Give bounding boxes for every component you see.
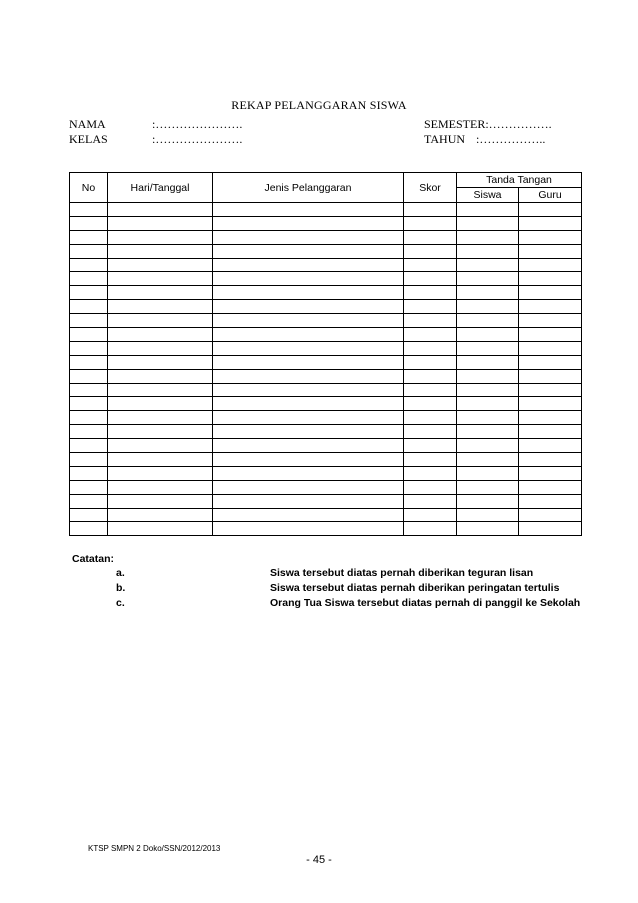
- table-cell: [213, 244, 404, 258]
- header-hari-tanggal: Hari/Tanggal: [108, 173, 213, 203]
- table-cell: [213, 480, 404, 494]
- table-cell: [404, 341, 457, 355]
- table-cell: [457, 341, 519, 355]
- table-cell: [457, 328, 519, 342]
- header-tanda-tangan: Tanda Tangan: [457, 173, 582, 188]
- table-cell: [519, 230, 582, 244]
- table-cell: [213, 341, 404, 355]
- table-cell: [519, 439, 582, 453]
- table-cell: [213, 328, 404, 342]
- table-cell: [213, 369, 404, 383]
- semester-field: SEMESTER:…………….: [424, 117, 552, 131]
- table-cell: [404, 508, 457, 522]
- table-row: [70, 300, 582, 314]
- table-cell: [404, 216, 457, 230]
- table-cell: [457, 300, 519, 314]
- table-row: [70, 453, 582, 467]
- table-cell: [108, 369, 213, 383]
- table-cell: [213, 314, 404, 328]
- table-cell: [404, 522, 457, 536]
- tahun-value: :……………..: [476, 132, 546, 146]
- table-row: [70, 508, 582, 522]
- table-cell: [70, 383, 108, 397]
- table-cell: [108, 480, 213, 494]
- table-row: [70, 369, 582, 383]
- table-row: [70, 230, 582, 244]
- table-cell: [70, 480, 108, 494]
- table-cell: [108, 522, 213, 536]
- table-cell: [519, 508, 582, 522]
- table-cell: [519, 300, 582, 314]
- table-cell: [70, 411, 108, 425]
- table-cell: [213, 494, 404, 508]
- table-row: [70, 286, 582, 300]
- table-cell: [70, 286, 108, 300]
- table-cell: [70, 244, 108, 258]
- table-cell: [519, 383, 582, 397]
- table-cell: [213, 411, 404, 425]
- table-row: [70, 383, 582, 397]
- table-cell: [457, 272, 519, 286]
- table-cell: [108, 314, 213, 328]
- tahun-label: TAHUN: [424, 132, 466, 146]
- table-cell: [519, 425, 582, 439]
- table-cell: [108, 258, 213, 272]
- table-cell: [70, 439, 108, 453]
- table-cell: [108, 439, 213, 453]
- table-cell: [213, 230, 404, 244]
- table-row: [70, 314, 582, 328]
- kelas-label: KELAS: [69, 132, 108, 146]
- table-cell: [213, 355, 404, 369]
- header-no: No: [70, 173, 108, 203]
- table-cell: [213, 258, 404, 272]
- table-cell: [213, 286, 404, 300]
- table-cell: [457, 508, 519, 522]
- header-guru: Guru: [519, 188, 582, 203]
- table-cell: [404, 466, 457, 480]
- table-cell: [404, 425, 457, 439]
- table-cell: [108, 397, 213, 411]
- table-cell: [457, 494, 519, 508]
- table-cell: [108, 494, 213, 508]
- table-cell: [404, 203, 457, 217]
- table-cell: [70, 508, 108, 522]
- table-cell: [404, 397, 457, 411]
- table-cell: [70, 425, 108, 439]
- table-cell: [404, 328, 457, 342]
- table-cell: [70, 314, 108, 328]
- footer-text: KTSP SMPN 2 Doko/SSN/2012/2013: [88, 844, 221, 853]
- table-cell: [108, 203, 213, 217]
- table-cell: [70, 355, 108, 369]
- table-cell: [519, 411, 582, 425]
- table-row: [70, 425, 582, 439]
- table-cell: [404, 258, 457, 272]
- table-cell: [457, 411, 519, 425]
- table-row: [70, 397, 582, 411]
- table-cell: [213, 300, 404, 314]
- page-number: - 45 -: [306, 854, 332, 866]
- table-row: [70, 203, 582, 217]
- table-row: [70, 355, 582, 369]
- table-cell: [457, 244, 519, 258]
- table-cell: [108, 508, 213, 522]
- table-cell: [519, 522, 582, 536]
- table-cell: [404, 480, 457, 494]
- table-cell: [108, 286, 213, 300]
- table-row: [70, 244, 582, 258]
- table-row: [70, 272, 582, 286]
- table-cell: [213, 522, 404, 536]
- note-letter: b.: [116, 582, 126, 594]
- table-cell: [70, 216, 108, 230]
- table-cell: [70, 522, 108, 536]
- table-cell: [70, 203, 108, 217]
- header-jenis-pelanggaran: Jenis Pelanggaran: [213, 173, 404, 203]
- table-cell: [70, 397, 108, 411]
- table-row: [70, 411, 582, 425]
- table-cell: [457, 383, 519, 397]
- kelas-value: :………………….: [152, 132, 243, 146]
- table-cell: [70, 494, 108, 508]
- table-cell: [404, 286, 457, 300]
- nama-value: :………………….: [152, 117, 243, 131]
- table-cell: [108, 466, 213, 480]
- table-cell: [519, 258, 582, 272]
- note-letter: a.: [116, 567, 125, 579]
- table-cell: [519, 397, 582, 411]
- page-title: REKAP PELANGGARAN SISWA: [231, 98, 407, 112]
- table-cell: [404, 453, 457, 467]
- table-cell: [519, 480, 582, 494]
- table-cell: [404, 244, 457, 258]
- table-cell: [519, 355, 582, 369]
- table-cell: [213, 508, 404, 522]
- table-cell: [457, 480, 519, 494]
- table-cell: [70, 466, 108, 480]
- header-skor: Skor: [404, 173, 457, 203]
- table-cell: [108, 453, 213, 467]
- table-cell: [70, 258, 108, 272]
- table-cell: [108, 341, 213, 355]
- table-cell: [457, 216, 519, 230]
- table-cell: [213, 383, 404, 397]
- table-row: [70, 328, 582, 342]
- table-cell: [404, 383, 457, 397]
- table-cell: [457, 203, 519, 217]
- table-cell: [404, 272, 457, 286]
- table-cell: [519, 494, 582, 508]
- table-cell: [457, 397, 519, 411]
- table-cell: [457, 453, 519, 467]
- note-letter: c.: [116, 597, 125, 609]
- table-cell: [70, 453, 108, 467]
- notes-heading: Catatan:: [72, 553, 115, 565]
- table-cell: [404, 369, 457, 383]
- rekap-table: [69, 172, 582, 536]
- table-cell: [519, 286, 582, 300]
- table-cell: [519, 453, 582, 467]
- table-cell: [457, 286, 519, 300]
- nama-label: NAMA: [69, 117, 106, 131]
- table-cell: [108, 244, 213, 258]
- table-cell: [519, 466, 582, 480]
- table-cell: [457, 439, 519, 453]
- note-text: Siswa tersebut diatas pernah diberikan peringatan tertulis: [270, 582, 560, 594]
- table-cell: [457, 425, 519, 439]
- table-cell: [519, 314, 582, 328]
- table-cell: [404, 494, 457, 508]
- table-row: [70, 341, 582, 355]
- table-cell: [108, 216, 213, 230]
- table-cell: [108, 300, 213, 314]
- table-row: [70, 216, 582, 230]
- table-cell: [519, 203, 582, 217]
- table-cell: [213, 272, 404, 286]
- table-cell: [404, 300, 457, 314]
- table-cell: [519, 341, 582, 355]
- table-cell: [108, 230, 213, 244]
- table-cell: [213, 425, 404, 439]
- note-text: Siswa tersebut diatas pernah diberikan teguran lisan: [270, 567, 534, 579]
- table-cell: [70, 300, 108, 314]
- table-cell: [404, 439, 457, 453]
- table-cell: [70, 272, 108, 286]
- table-cell: [457, 522, 519, 536]
- table-cell: [70, 328, 108, 342]
- header-siswa: Siswa: [457, 188, 519, 203]
- table-cell: [108, 425, 213, 439]
- table-row: [70, 480, 582, 494]
- table-cell: [457, 355, 519, 369]
- table-cell: [519, 272, 582, 286]
- table-cell: [404, 230, 457, 244]
- table-cell: [519, 216, 582, 230]
- table-cell: [457, 258, 519, 272]
- table-cell: [108, 272, 213, 286]
- table-body: [70, 203, 582, 536]
- table-cell: [213, 216, 404, 230]
- table-cell: [457, 230, 519, 244]
- table-cell: [519, 244, 582, 258]
- table-row: [70, 258, 582, 272]
- table-cell: [213, 453, 404, 467]
- table-cell: [213, 439, 404, 453]
- table-row: [70, 439, 582, 453]
- table-cell: [213, 397, 404, 411]
- table-cell: [108, 328, 213, 342]
- table-cell: [404, 355, 457, 369]
- table-cell: [404, 411, 457, 425]
- table-cell: [213, 203, 404, 217]
- table-cell: [70, 341, 108, 355]
- table-cell: [70, 369, 108, 383]
- table-cell: [519, 328, 582, 342]
- table-cell: [519, 369, 582, 383]
- table-row: [70, 522, 582, 536]
- table-cell: [108, 383, 213, 397]
- table-cell: [108, 355, 213, 369]
- table-cell: [404, 314, 457, 328]
- table-cell: [213, 466, 404, 480]
- table-cell: [457, 369, 519, 383]
- table-cell: [457, 314, 519, 328]
- table-cell: [70, 230, 108, 244]
- table-cell: [457, 466, 519, 480]
- note-text: Orang Tua Siswa tersebut diatas pernah di panggil ke Sekolah: [270, 597, 581, 609]
- table-cell: [108, 411, 213, 425]
- table-row: [70, 494, 582, 508]
- table-row: [70, 466, 582, 480]
